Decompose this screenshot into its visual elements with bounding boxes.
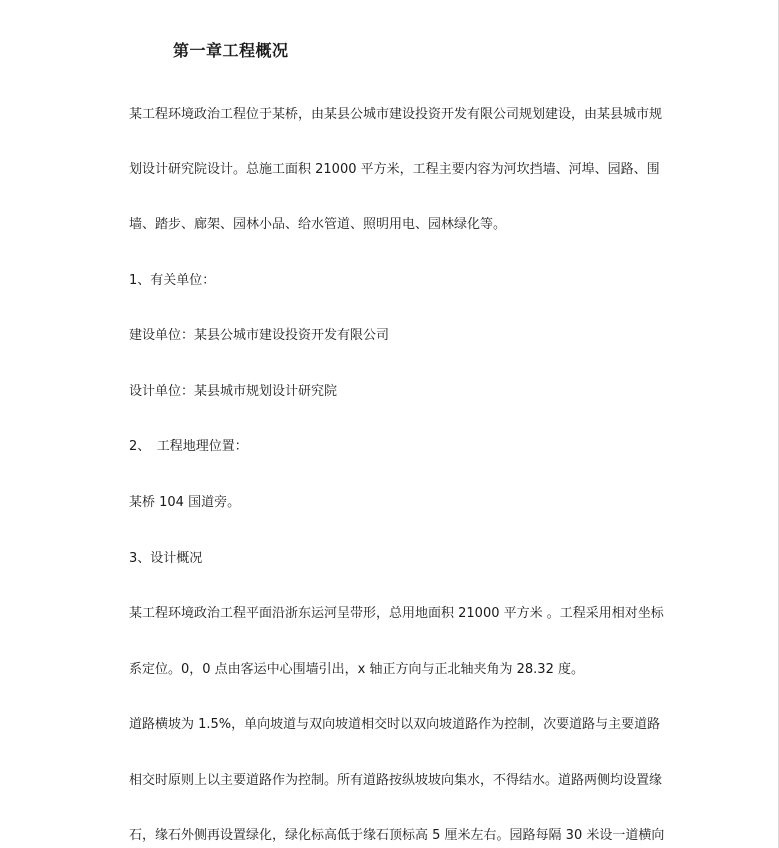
paragraph-line: 道路横坡为 1.5%，单向坡道与双向坡道相交时以双向坡道路作为控制，次要道路与主要道路 <box>129 717 661 732</box>
paragraph-line: 某工程环境政治工程位于某桥，由某县公城市建设投资开发有限公司规划建设，由某县城市规 <box>129 107 663 122</box>
paragraph-line: 设计单位：某县城市规划设计研究院 <box>129 384 338 399</box>
paragraph-line: 建设单位：某县公城市建设投资开发有限公司 <box>129 328 390 343</box>
paragraph-line: 石，缘石外侧再设置绿化，绿化标高低于缘石顶标高 5 厘米左右。园路每隔 30 米设一道横向 <box>129 828 665 843</box>
section-heading-design: 3、设计概况 <box>129 551 203 566</box>
paragraph-line: 墙、踏步、廊架、园林小品、给水管道、照明用电、园林绿化等。 <box>129 217 507 232</box>
paragraph-line: 某工程环境政治工程平面沿浙东运河呈带形，总用地面积 21000 平方米 。工程采用相对坐标 <box>129 606 664 621</box>
paragraph-line: 划设计研究院设计。总施工面积 21000 平方米，工程主要内容为河坎挡墙、河埠、园路、围 <box>129 162 660 177</box>
paragraph-line: 某桥 104 国道旁。 <box>129 495 241 510</box>
paragraph-line: 系定位。0，0 点由客运中心围墙引出，x 轴正方向与正北轴夹角为 28.32 度。 <box>129 662 584 677</box>
section-heading-units: 1、有关单位： <box>129 273 216 288</box>
chapter-heading: 第一章工程概况 <box>173 41 289 60</box>
paragraph-line: 相交时原则上以主要道路作为控制。所有道路按纵坡坡向集水，不得结水。道路两侧均设置缘 <box>129 773 663 788</box>
section-heading-location: 2、 工程地理位置： <box>129 439 248 454</box>
